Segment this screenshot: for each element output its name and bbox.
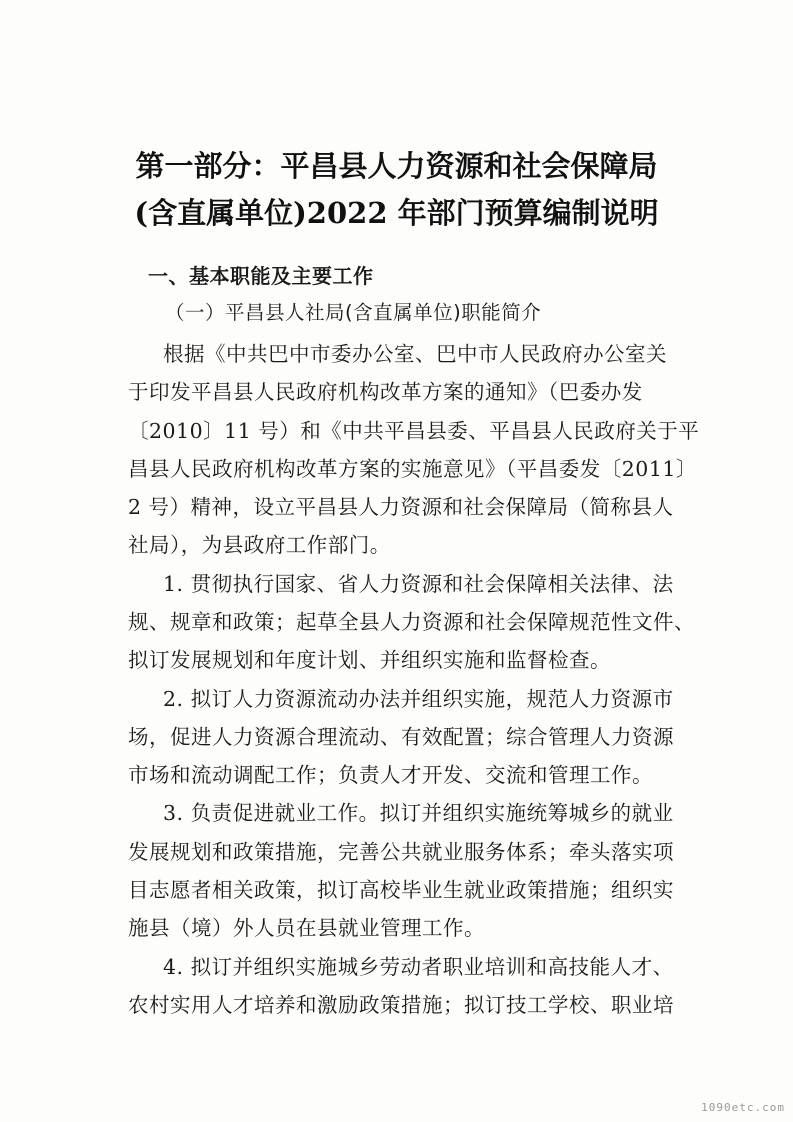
body-line: 市场和流动调配工作；负责人才开发、交流和管理工作。 — [128, 763, 653, 787]
document-title-line-1: 第一部分：平昌县人力资源和社会保障局 — [135, 149, 658, 183]
body-line: 拟订发展规划和年度计划、并组织实施和监督检查。 — [128, 648, 611, 672]
body-line: 目志愿者相关政策，拟订高校毕业生就业政策措施；组织实 — [128, 878, 674, 902]
body-line: 3. 负责促进就业工作。拟订并组织实施统筹城乡的就业 — [163, 801, 674, 825]
body-line: 根据《中共巴中市委办公室、巴中市人民政府办公室关 — [163, 342, 667, 366]
document-title-line-2: (含直属单位)2022 年部门预算编制说明 — [134, 196, 659, 230]
body-line: 施县（境）外人员在县就业管理工作。 — [128, 916, 485, 940]
body-line: 农村实用人才培养和激励政策措施；拟订技工学校、职业培 — [128, 993, 674, 1017]
body-line: 场，促进人力资源合理流动、有效配置；综合管理人力资源 — [128, 725, 674, 749]
body-line: 2 号）精神，设立平昌县人力资源和社会保障局（简称县人 — [128, 495, 674, 519]
body-line: 社局），为县政府工作部门。 — [128, 533, 391, 557]
body-line: 4. 拟订并组织实施城乡劳动者职业培训和高技能人才、 — [163, 955, 674, 979]
body-line: 昌县人民政府机构改革方案的实施意见》（平昌委发〔2011〕 — [128, 457, 697, 481]
body-line: 〔2010〕11 号）和《中共平昌县委、平昌县人民政府关于平 — [128, 419, 700, 443]
site-watermark: 1090etc.com — [701, 1101, 785, 1114]
body-line: 于印发平昌县人民政府机构改革方案的通知》（巴委办发 — [128, 380, 643, 404]
body-line: 规、规章和政策；起草全县人力资源和社会保障规范性文件、 — [128, 610, 695, 634]
body-line: 1. 贯彻执行国家、省人力资源和社会保障相关法律、法 — [163, 572, 674, 596]
subsection-heading: （一）平昌县人社局(含直属单位)职能简介 — [165, 301, 542, 324]
body-line: 发展规划和政策措施，完善公共就业服务体系；牵头落实项 — [128, 840, 674, 864]
section-heading: 一、基本职能及主要工作 — [148, 264, 374, 288]
body-line: 2. 拟订人力资源流动办法并组织实施，规范人力资源市 — [163, 687, 674, 711]
